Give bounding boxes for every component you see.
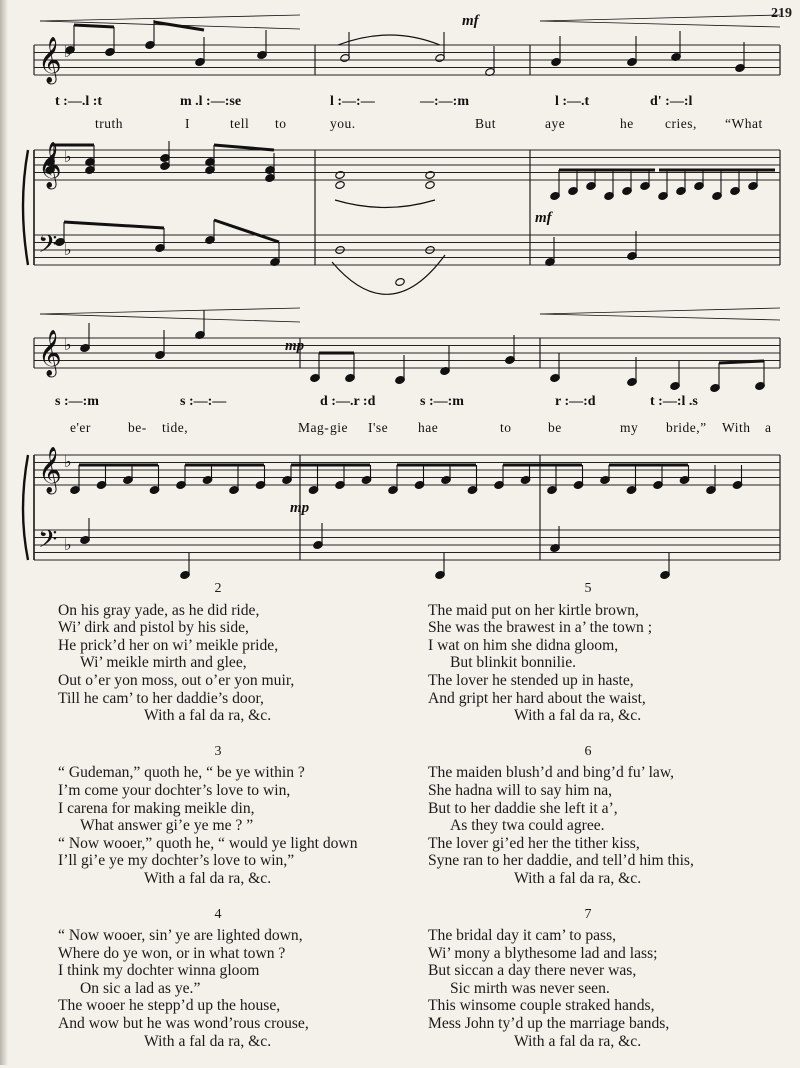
solfa-syllables: r :—:d <box>555 394 596 409</box>
stanza <box>428 743 768 888</box>
lyric-syllable: I <box>185 116 190 131</box>
lyric-syllable: he <box>620 116 634 131</box>
slur <box>335 200 435 208</box>
flat-icon: ♭ <box>64 337 72 354</box>
verse-line: Wi’ mony a blythesome lad and lass; <box>428 944 658 962</box>
lyric-syllable: truth <box>95 116 123 131</box>
verse-line: On sic a lad as ye.” <box>80 979 201 997</box>
verse-line: But siccan a day there never was, <box>428 962 637 980</box>
dynamic-mark: mf <box>535 210 552 226</box>
solfa-syllables: d :—.r :d <box>320 394 376 409</box>
stanza <box>58 906 398 1051</box>
verse-line: This winsome couple straked hands, <box>428 997 655 1015</box>
dynamic-mark: mp <box>285 338 305 354</box>
lyric-syllable: bride,” <box>666 420 707 435</box>
treble-clef-icon: 𝄞 <box>38 37 62 82</box>
verse-line: Mess John ty’d up the marriage bands, <box>428 1015 670 1033</box>
stanza <box>428 906 768 1051</box>
verse-line: As they twa could agree. <box>450 817 605 835</box>
solfa-syllables: t :—.l :t <box>55 94 103 109</box>
verse-line: She was the brawest in a’ the town ; <box>428 619 653 637</box>
stanza-number: 7 <box>584 906 592 922</box>
verse-line: With a fal da ra, &c. <box>144 1032 272 1050</box>
beam <box>214 220 279 242</box>
verse-line: With a fal da ra, &c. <box>514 869 642 887</box>
verse-line: The bridal day it cam’ to pass, <box>428 927 617 945</box>
lyric-syllable: e'er <box>70 420 91 435</box>
verse-line: I’ll gi’e ye my dochter’s love to win,” <box>58 852 295 870</box>
verse-line: Till he cam’ to her daddie’s door, <box>58 689 264 707</box>
lyric-syllable: With <box>722 420 751 435</box>
hairpin <box>540 21 780 27</box>
solfa-syllables: m .l :—:se <box>180 94 242 109</box>
verse-line: Wi’ meikle mirth and glee, <box>80 654 247 672</box>
verse-line: With a fal da ra, &c. <box>514 1032 642 1050</box>
solfa-syllables: —:—:m <box>420 94 469 109</box>
lyric-syllable: hae <box>418 420 439 435</box>
solfa-syllables: s :—:m <box>420 394 464 409</box>
slur <box>332 255 445 294</box>
stanza <box>58 580 398 725</box>
flat-icon: ♭ <box>64 537 72 554</box>
verse-line: The lover gi’ed her the tither kiss, <box>428 834 640 852</box>
lyric-syllable: aye <box>545 116 566 131</box>
verse-line: “ Now wooer,” quoth he, “ would ye light down <box>58 834 358 852</box>
flat-icon: ♭ <box>64 44 72 61</box>
verses-left-column <box>58 580 398 1068</box>
treble-clef-icon: 𝄞 <box>38 330 62 375</box>
hairpin <box>540 314 780 320</box>
solfa-syllables: d' :—:l <box>650 94 693 109</box>
verse-line: “ Gudeman,” quoth he, “ be ye within ? <box>58 764 305 782</box>
verse-line: And wow but he was wond’rous crouse, <box>58 1015 309 1033</box>
verse-line: Wi’ dirk and pistol by his side, <box>58 619 249 637</box>
verse-line: But blinkit bonnilie. <box>450 654 577 672</box>
verse-line: I think my dochter winna gloom <box>58 962 260 980</box>
lyric-syllable: you. <box>330 116 356 131</box>
beam <box>214 145 274 150</box>
verse-line: With a fal da ra, &c. <box>514 707 642 725</box>
verse-line: But to her daddie she left it a’, <box>428 799 618 817</box>
flat-icon: ♭ <box>64 454 72 471</box>
hairpin <box>40 314 300 322</box>
beam <box>74 25 114 27</box>
hairpin <box>540 15 780 21</box>
lyric-syllable: tide, <box>162 420 189 435</box>
solfa-syllables: l :—:— <box>330 94 375 109</box>
stanza-number: 6 <box>584 743 592 759</box>
lyric-syllable: cries, <box>665 116 697 131</box>
verse-line: On his gray yade, as he did ride, <box>58 601 260 619</box>
solfa-syllables: s :—:m <box>55 394 99 409</box>
page-number: 219 <box>771 6 792 21</box>
verse-line: Out o’er yon moss, out o’er yon muir, <box>58 671 295 689</box>
verse-line: Sic mirth was never seen. <box>450 979 610 997</box>
lyric-syllable: a <box>765 420 772 435</box>
flat-icon: ♭ <box>64 242 72 259</box>
stanza-number: 4 <box>214 906 222 922</box>
verse-line: What answer gi’e ye me ? ” <box>80 817 254 835</box>
stanza-number: 5 <box>584 581 592 596</box>
lyric-syllable: to <box>275 116 287 131</box>
note-head <box>395 277 405 286</box>
solfa-syllables: l :—.t <box>555 94 590 109</box>
lyric-syllable: gie <box>330 420 348 435</box>
dynamic-mark: mp <box>290 500 310 516</box>
hairpin <box>40 15 300 21</box>
bass-clef-icon: 𝄢 <box>38 526 58 559</box>
verse-line: I’m come your dochter’s love to win, <box>58 781 291 799</box>
verse-line: She hadna will to say him na, <box>428 781 613 799</box>
lyric-syllable: tell <box>230 116 250 131</box>
treble-clef-icon: 𝄞 <box>38 447 62 492</box>
dynamic-mark: mf <box>462 13 479 29</box>
stanza <box>58 743 398 888</box>
hairpin <box>40 308 300 314</box>
stanza <box>428 580 768 725</box>
verse-line: And gript her hard about the waist, <box>428 689 646 707</box>
hairpin <box>540 308 780 314</box>
lyric-syllable: “What <box>725 116 763 131</box>
treble-clef-icon: 𝄞 <box>38 142 62 187</box>
solfa-syllables: t :—:l .s <box>650 394 698 409</box>
solfa-syllables: s :—:— <box>180 394 227 409</box>
piano-brace <box>23 150 28 265</box>
song-verses <box>0 580 800 1060</box>
verse-line: The lover he stended up in haste, <box>428 671 634 689</box>
slur <box>338 35 440 45</box>
lyric-syllable: I'se <box>368 420 389 435</box>
piano-brace <box>23 455 28 560</box>
lyric-syllable: But <box>475 116 497 131</box>
bass-clef-icon: 𝄢 <box>38 231 58 264</box>
verse-line: The maid put on her kirtle brown, <box>428 601 639 619</box>
note-head <box>335 170 345 179</box>
flat-icon: ♭ <box>64 149 72 166</box>
note-head <box>425 170 435 179</box>
verse-line: I wat on him she didna gloom, <box>428 636 619 654</box>
verse-line: “ Now wooer, sin’ ye are lighted down, <box>58 927 303 945</box>
verses-right-column <box>428 580 768 1068</box>
lyric-syllable: be- <box>128 420 147 435</box>
lyric-syllable: Mag- <box>298 420 330 435</box>
lyric-syllable: to <box>500 420 512 435</box>
verse-line: I carena for making meikle din, <box>58 799 255 817</box>
verse-line: He prick’d her on wi’ meikle pride, <box>58 636 279 654</box>
verse-line: The wooer he stepp’d up the house, <box>58 997 281 1015</box>
note-head <box>335 180 345 189</box>
note-head <box>425 180 435 189</box>
verse-line: Syne ran to her daddie, and tell’d him this, <box>428 852 694 870</box>
verse-line: With a fal da ra, &c. <box>144 869 272 887</box>
stanza-number: 2 <box>214 581 222 596</box>
beam <box>64 222 164 228</box>
lyric-syllable: my <box>620 420 639 435</box>
beam <box>719 361 764 363</box>
verse-line: With a fal da ra, &c. <box>144 707 272 725</box>
stanza-number: 3 <box>214 743 222 759</box>
verse-line: The maiden blush’d and bing’d fu’ law, <box>428 764 674 782</box>
verse-line: Where do ye won, or in what town ? <box>58 944 286 962</box>
lyric-syllable: be <box>548 420 562 435</box>
